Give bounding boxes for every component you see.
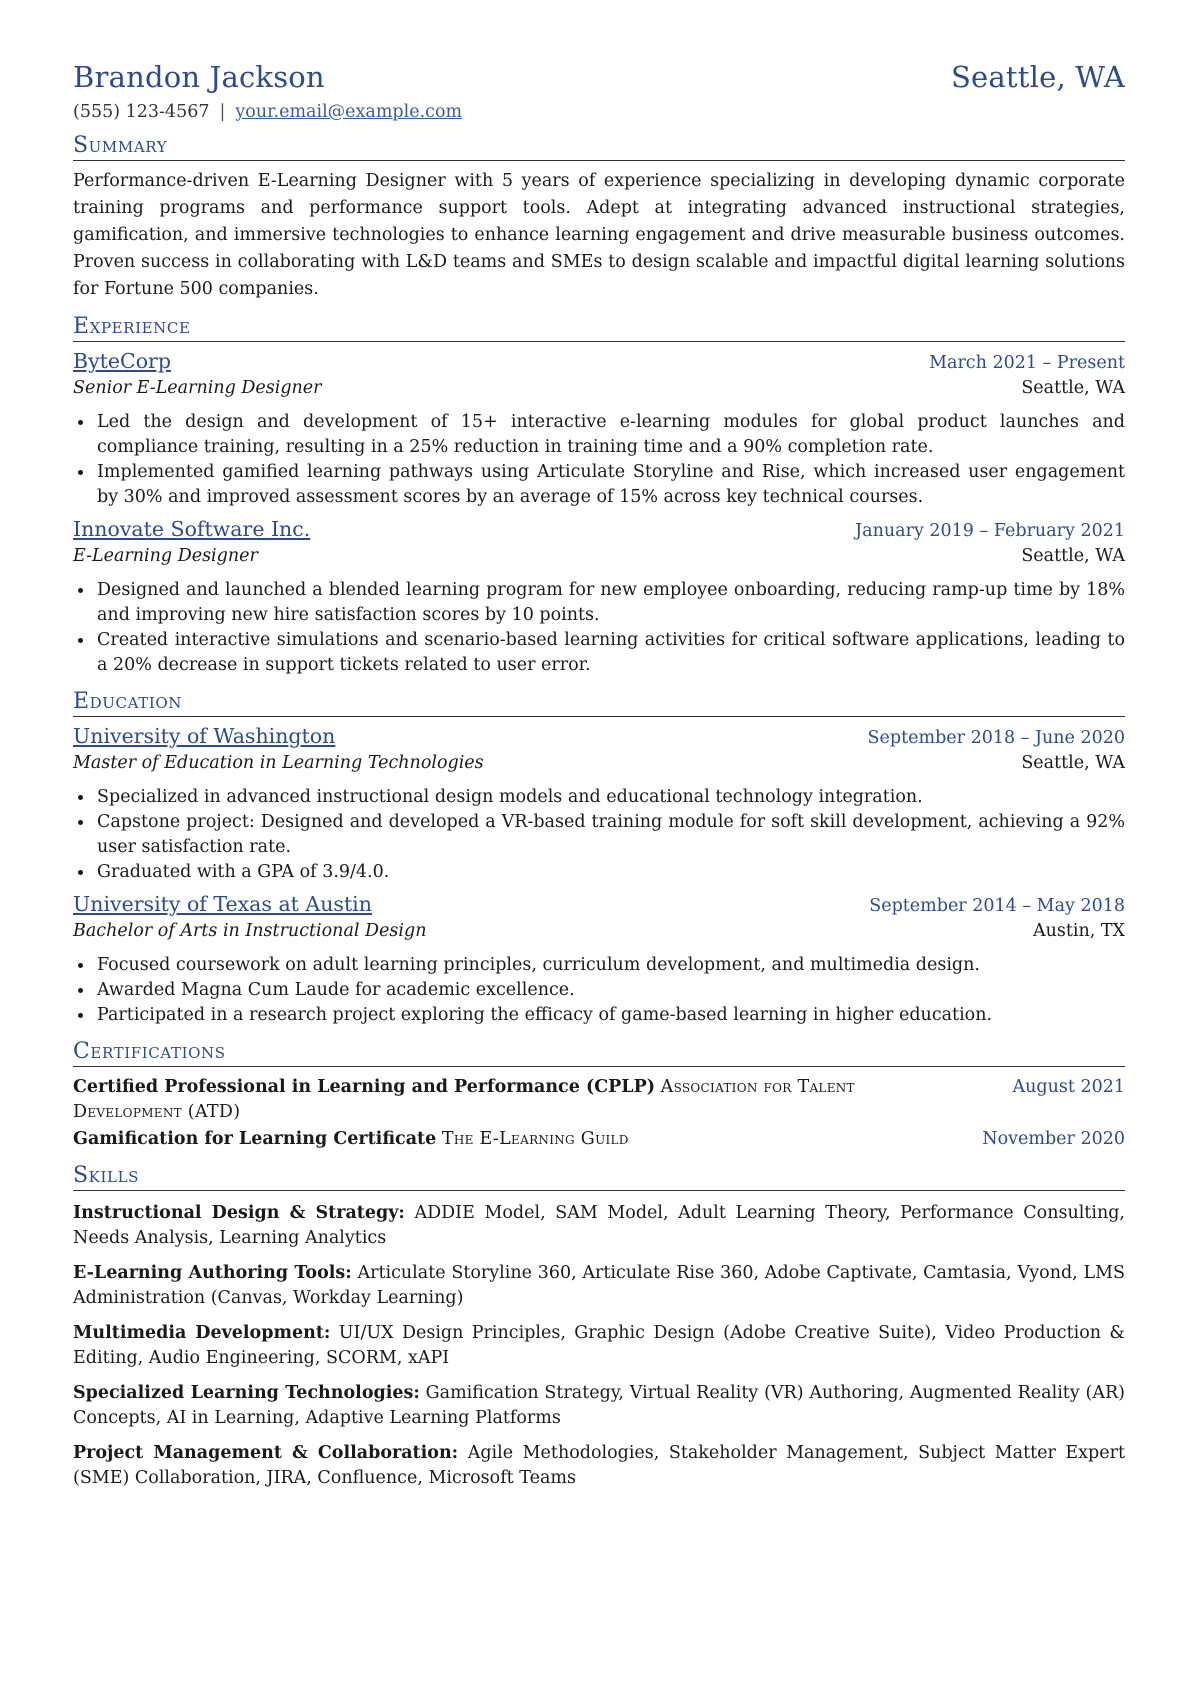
candidate-location: Seattle, WA bbox=[950, 60, 1125, 94]
summary-text: Performance-driven E-Learning Designer with 5 years of experience specializing in developing dynamic corporate training programs and performance support tools. Adept at integrating advanced instructional strategies, gamification, and immersive technologies to enhance learning engagement and drive measurable business outcomes. Proven success in collaborating with L&D teams and SMEs to design scalable and impactful digital learning solutions for Fortune 500 companies. bbox=[73, 171, 1125, 299]
skill-value: Articulate Storyline 360, Articulate Rise 360, Adobe Captivate, Camtasia, Vyond, LMS Administration (Canvas, Workday Learning) bbox=[73, 1263, 1125, 1308]
skill-value: UI/UX Design Principles, Graphic Design (Adobe Creative Suite), Video Production & Editing, Audio Engineering, SCORM, xAPI bbox=[73, 1323, 1125, 1368]
company-link[interactable]: ByteCorp bbox=[73, 349, 171, 373]
skill-group bbox=[73, 1441, 1125, 1491]
certification-issuer: Association for Talent Development (ATD) bbox=[73, 1077, 855, 1122]
skill-label: Multimedia Development: bbox=[73, 1323, 331, 1343]
bullet-item: Graduated with a GPA of 3.9/4.0. bbox=[97, 860, 1125, 885]
bullet-item: Led the design and development of 15+ interactive e-learning modules for global product launches and compliance training, resulting in a 25% reduction in training time and a 90% completion rate. bbox=[97, 410, 1125, 460]
entry-location: Seattle, WA bbox=[1021, 753, 1125, 773]
email-link[interactable]: your.email@example.com bbox=[235, 102, 463, 122]
education-entry bbox=[73, 722, 1125, 885]
certification-name: Gamification for Learning Certificate bbox=[73, 1129, 437, 1149]
resume-header bbox=[73, 60, 1125, 94]
entry-date: September 2014 – May 2018 bbox=[869, 896, 1125, 916]
skill-label: Project Management & Collaboration: bbox=[73, 1443, 459, 1463]
bullet-item: Created interactive simulations and scenario-based learning activities for critical software applications, leading to a 20% decrease in support tickets related to user error. bbox=[97, 628, 1125, 678]
skill-value: Agile Methodologies, Stakeholder Management, Subject Matter Expert (SME) Collaboration, JIRA, Confluence, Microsoft Teams bbox=[73, 1443, 1125, 1488]
section-title-education: Education bbox=[73, 689, 1125, 717]
certifications-section bbox=[73, 1039, 1125, 1152]
company-link[interactable]: Innovate Software Inc. bbox=[73, 517, 311, 541]
bullet-item: Capstone project: Designed and developed a VR-based training module for soft skill development, achieving a 92% user satisfaction rate. bbox=[97, 810, 1125, 860]
candidate-name: Brandon Jackson bbox=[73, 60, 325, 94]
phone-number: (555) 123-4567 bbox=[73, 102, 210, 122]
entry-date: March 2021 – Present bbox=[929, 353, 1125, 373]
certification-date: August 2021 bbox=[1012, 1077, 1125, 1097]
degree-title: Bachelor of Arts in Instructional Design bbox=[73, 921, 427, 941]
contact-separator: | bbox=[219, 102, 226, 122]
education-section bbox=[73, 689, 1125, 1028]
job-title: E-Learning Designer bbox=[73, 546, 258, 566]
experience-entry bbox=[73, 347, 1125, 510]
entry-date: September 2018 – June 2020 bbox=[867, 728, 1125, 748]
school-link[interactable]: University of Washington bbox=[73, 724, 336, 748]
education-entry bbox=[73, 890, 1125, 1028]
skill-value: Gamification Strategy, Virtual Reality (VR) Authoring, Augmented Reality (AR) Concepts, AI in Learning, Adaptive Learning Platforms bbox=[73, 1383, 1125, 1428]
skill-label: Specialized Learning Technologies: bbox=[73, 1383, 420, 1403]
entry-location: Austin, TX bbox=[1032, 921, 1125, 941]
entry-location: Seattle, WA bbox=[1021, 546, 1125, 566]
experience-entry bbox=[73, 515, 1125, 678]
bullet-item: Designed and launched a blended learning program for new employee onboarding, reducing ramp-up time by 18% and improving new hire satisfaction scores by 10 points. bbox=[97, 578, 1125, 628]
entry-location: Seattle, WA bbox=[1021, 378, 1125, 398]
certification-issuer: The E-Learning Guild bbox=[441, 1129, 629, 1149]
skill-group bbox=[73, 1381, 1125, 1431]
section-title-certifications: Certifications bbox=[73, 1039, 1125, 1067]
section-title-summary: Summary bbox=[73, 133, 1125, 161]
experience-section bbox=[73, 314, 1125, 678]
certification-item bbox=[73, 1127, 1125, 1152]
bullet-item: Specialized in advanced instructional design models and educational technology integration. bbox=[97, 785, 1125, 810]
degree-title: Master of Education in Learning Technologies bbox=[73, 753, 484, 773]
section-title-experience: Experience bbox=[73, 314, 1125, 342]
bullet-list bbox=[73, 578, 1125, 678]
section-title-skills: Skills bbox=[73, 1163, 1125, 1191]
bullet-item: Implemented gamified learning pathways using Articulate Storyline and Rise, which increased user engagement by 30% and improved assessment scores by an average of 15% across key technical courses. bbox=[97, 460, 1125, 510]
certification-date: November 2020 bbox=[982, 1129, 1125, 1149]
skill-value: ADDIE Model, SAM Model, Adult Learning Theory, Performance Consulting, Needs Analysis, Learning Analytics bbox=[73, 1203, 1125, 1248]
bullet-item: Awarded Magna Cum Laude for academic excellence. bbox=[97, 978, 1125, 1003]
skill-group bbox=[73, 1201, 1125, 1251]
school-link[interactable]: University of Texas at Austin bbox=[73, 892, 372, 916]
bullet-list bbox=[73, 785, 1125, 885]
job-title: Senior E-Learning Designer bbox=[73, 378, 322, 398]
summary-section bbox=[73, 133, 1125, 303]
skill-group bbox=[73, 1261, 1125, 1311]
resume-content bbox=[73, 60, 1125, 1491]
skills-section bbox=[73, 1163, 1125, 1491]
entry-date: January 2019 – February 2021 bbox=[855, 521, 1125, 541]
bullet-item: Participated in a research project exploring the efficacy of game-based learning in higher education. bbox=[97, 1003, 1125, 1028]
skill-group bbox=[73, 1321, 1125, 1371]
skill-label: E-Learning Authoring Tools: bbox=[73, 1263, 352, 1283]
bullet-list bbox=[73, 410, 1125, 510]
bullet-list bbox=[73, 953, 1125, 1028]
contact-line bbox=[73, 102, 1125, 122]
certification-name: Certified Professional in Learning and Performance (CPLP) bbox=[73, 1077, 656, 1097]
bullet-item: Focused coursework on adult learning principles, curriculum development, and multimedia design. bbox=[97, 953, 1125, 978]
certification-item bbox=[73, 1075, 1125, 1125]
skill-label: Instructional Design & Strategy: bbox=[73, 1203, 405, 1223]
